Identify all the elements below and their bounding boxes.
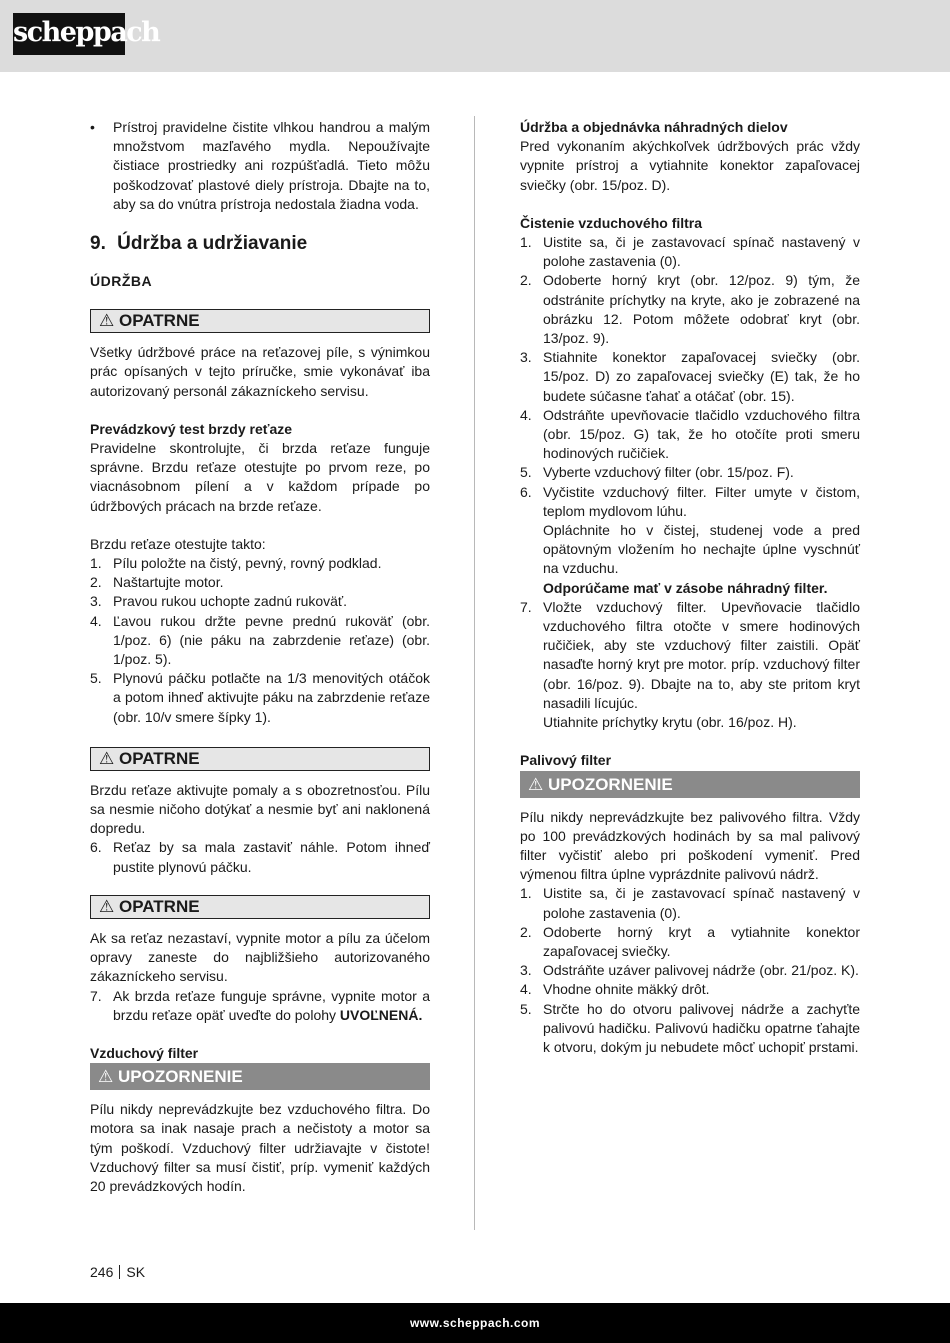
list-number: 5. (520, 1000, 532, 1017)
column-divider (474, 116, 475, 1230)
warning-triangle-icon: ⚠ (98, 1067, 114, 1087)
cleaning-steps-list (520, 233, 860, 732)
list-number: 5. (90, 670, 102, 687)
list-number: 2. (520, 272, 532, 289)
list-text-part: Vyčistite vzduchový filter. Filter umyte v čistom, teplom mydlovom lúhu. (543, 483, 860, 519)
fuel-steps-list (520, 884, 860, 1057)
list-number: 1. (90, 555, 102, 572)
list-text (543, 483, 860, 598)
list-number: 3. (90, 593, 102, 610)
intro-bullet-text: Prístroj pravidelne čistite vlhkou handrou a malým množstvom mazľavého mydla. Nepoužívajte čistiace prostriedky ani rozpúšťadlá. Tieto môžu poškodzovať plastové diely prístroja. Dbajte na to, aby sa do vnútra prístroja nedostala žiadna voda. (113, 119, 430, 212)
list-number: 2. (520, 923, 532, 940)
caution-box (90, 747, 430, 771)
caution-label: OPATRNE (118, 748, 200, 768)
fuel-filter-paragraph: Pílu nikdy neprevádzkujte bez palivového filtra. Vždy po 100 prevádzkových hodinách by sa mal palivový filter vyčistiť alebo pri poškodení vymeniť. Pred výmenou filtra úplne vyprázdnite palivovú nádrž. (520, 808, 860, 883)
page-number-separator (119, 1265, 120, 1279)
caution-box (90, 895, 430, 919)
list-text (543, 598, 860, 732)
list-number: 3. (520, 962, 532, 979)
list-item (520, 598, 860, 732)
list-number: 5. (520, 464, 532, 481)
list-number: 4. (90, 612, 102, 629)
list-text: Reťaz by sa mala zastaviť náhle. Potom ihneď pustite plynovú páčku. (113, 839, 430, 875)
list-number: 7. (520, 598, 532, 615)
list-text: Pravou rukou uchopte zadnú rukoväť. (113, 593, 348, 610)
notice-box (520, 771, 860, 798)
list-item (520, 961, 860, 980)
warning-triangle-icon: ⚠ (528, 774, 544, 794)
caution-box (90, 309, 430, 333)
bullet-marker: • (90, 119, 95, 135)
chain-not-stopping-paragraph: Ak sa reťaz nezastaví, vypnite motor a pílu za účelom opravy zaneste do najbližšieho autorizovaného zákazníckeho servisu. (90, 929, 430, 985)
list-text: Odstráňte upevňovacie tlačidlo vzduchového filtra (obr. 15/poz. G) tak, že ho otočíte proti smeru hodinových ručičiek. (543, 406, 860, 462)
list-text: Odoberte horný kryt (obr. 12/poz. 9) tým, že odstránite príchytky na kryte, ako je zobrazené na obrázku 12. Potom môžete odobrať kryt (obr. 13/poz. 9). (543, 272, 860, 347)
caution-label: OPATRNE (118, 896, 200, 916)
list-item (520, 348, 860, 406)
list-text: Uistite sa, či je zastavovací spínač nastavený v polohe zastavenia (0). (543, 234, 860, 270)
list-number: 7. (90, 987, 102, 1004)
list-text: Odoberte horný kryt a vytiahnite konektor zapaľovacej sviečky. (543, 923, 860, 959)
footer-band (0, 1303, 950, 1343)
notice-label: UPOZORNENIE (117, 1067, 243, 1087)
list-text: Plynovú páčku potlačte na 1/3 menovitých otáčok a potom ihneď aktivujte páku na zabrzdenie reťaze (obr. 10/v smere šípky 1). (113, 670, 430, 725)
intro-bullet (90, 118, 430, 214)
release-position-label: UVOĽNENÁ. (339, 1006, 423, 1023)
list-text-part: Vložte vzduchový filter. Upevňovacie tlačidlo vzduchového filtra otočte v smere hodinových ručičiek, aby ste vzduchový filter zaistili. Opäť nasaďte horný kryt pre motor. príp. vzduchový filter (obr. 16/poz. 9). Dbajte na to, aby ste pritom kryt nasadili lícujúc. (543, 598, 860, 711)
list-number: 3. (520, 349, 532, 366)
left-column (90, 118, 430, 1196)
list-item (90, 838, 430, 876)
list-number: 1. (520, 234, 532, 251)
website-link[interactable]: www.scheppach.com (409, 1316, 541, 1330)
page-number-value: 246 (90, 1264, 114, 1280)
list-item (520, 483, 860, 598)
spare-parts-heading: Údržba a objednávka náhradných dielov (520, 119, 788, 135)
list-item (90, 554, 430, 573)
list-text: Uistite sa, či je zastavovací spínač nastavený v polohe zastavenia (0). (543, 885, 860, 921)
section-heading-text: Údržba a udržiavanie (117, 233, 308, 255)
list-number: 6. (520, 483, 532, 500)
list-text: Vyberte vzduchový filter (obr. 15/poz. F). (543, 464, 794, 481)
list-item (90, 612, 430, 670)
warning-triangle-icon: ⚠ (99, 311, 115, 331)
list-text: Strčte ho do otvoru palivovej nádrže a zachyťte palivovú hadičku. Palivovú hadičku opatrne ťahajte k otvoru, dokým ju nebudete môcť uchopiť prstami. (543, 1000, 860, 1055)
list-text-part: Utiahnite príchytky krytu (obr. 16/poz. H). (543, 714, 797, 731)
warning-triangle-icon: ⚠ (99, 748, 115, 768)
air-filter-paragraph: Pílu nikdy neprevádzkujte bez vzduchového filtra. Do motora sa inak nasaje prach a nečistoty a motor sa tým poškodí. Vzduchový filter udržiavajte v čistote! Vzduchový filter sa musí čistiť, príp. vymeniť každých 20 prevádzkových hodín. (90, 1101, 430, 1194)
list-item (90, 669, 430, 727)
right-column (520, 118, 860, 1057)
list-text-part: Opláchnite ho v čistej, studenej vode a pred opätovným vložením ho nechajte úplne vyschnúť na vzduchu. (543, 522, 860, 577)
list-text: Ľavou rukou držte pevne prednú rukoväť (obr. 1/poz. 6) (nie páku na zabrzdenie reťaze) (obr. 1/poz. 5). (113, 612, 430, 668)
notice-box (90, 1063, 430, 1090)
page-number (90, 1264, 145, 1280)
list-number: 2. (90, 574, 102, 591)
list-item (90, 987, 430, 1025)
list-item (520, 884, 860, 922)
list-item (90, 573, 430, 592)
fuel-filter-heading: Palivový filter (520, 752, 612, 769)
list-item (90, 592, 430, 611)
air-filter-cleaning-heading: Čistenie vzduchového filtra (520, 214, 703, 231)
brake-test-heading: Prevádzkový test brzdy reťaze (90, 420, 293, 437)
caution-label: OPATRNE (118, 311, 200, 331)
brake-test-intro: Brzdu reťaze otestujte takto: (90, 535, 266, 552)
list-text: Pílu položte na čistý, pevný, rovný podklad. (113, 555, 382, 572)
list-number: 6. (90, 839, 102, 856)
list-item (520, 923, 860, 961)
warning-triangle-icon: ⚠ (99, 896, 115, 916)
brake-activation-paragraph: Brzdu reťaze aktivujte pomaly a s obozretnosťou. Pílu sa nesmie ničoho dotýkať a nesmie byť ani naklonená dopredu. (90, 781, 430, 837)
list-text: Stiahnite konektor zapaľovacej sviečky (obr. 15/poz. D) zo zapaľovacej sviečky (E) tak, že ho budete súčasne ťahať a otáčať (obr. 15). (543, 349, 860, 404)
notice-label: UPOZORNENIE (547, 774, 673, 794)
list-number: 4. (520, 981, 532, 998)
section-heading-number: 9. (90, 233, 106, 255)
list-item (520, 1000, 860, 1058)
list-text-part: Ak brzda reťaze funguje správne, vypnite motor a brzdu reťaze opäť uveďte do polohy (113, 987, 430, 1023)
list-text: Odstráňte uzáver palivovej nádrže (obr. 21/poz. K). (543, 962, 859, 979)
spare-parts-paragraph: Pred vykonaním akýchkoľvek údržbových prác vždy vypnite prístroj a vytiahnite konektor zapaľovacej sviečky (obr. 15/poz. D). (520, 138, 860, 193)
list-item (520, 271, 860, 348)
brake-steps-list (90, 554, 430, 727)
subsection-caps: ÚDRŽBA (90, 273, 153, 290)
air-filter-heading: Vzduchový filter (90, 1044, 199, 1061)
list-item (520, 980, 860, 999)
list-item (520, 233, 860, 271)
list-text: Vhodne ohnite mäkký drôt. (543, 981, 710, 998)
brake-test-paragraph: Pravidelne skontrolujte, či brzda reťaze funguje správne. Brzdu reťaze otestujte po prvom reze, po viacnásobnom pílení a v každom prípade po údržbových prácach na brzde reťaze. (90, 440, 430, 514)
list-item (520, 463, 860, 482)
section-heading (90, 232, 430, 256)
list-text (113, 987, 430, 1025)
list-item (520, 406, 860, 464)
list-number: 1. (520, 885, 532, 902)
list-number: 4. (520, 406, 532, 423)
language-code: SK (126, 1264, 146, 1280)
scheppach-logo: scheppach (13, 13, 125, 55)
maintenance-paragraph: Všetky údržbové práce na reťazovej píle, s výnimkou prác opísaných v tejto príručke, smie vykonávať iba autorizovaný personál zákazníckeho servisu. (90, 344, 430, 399)
list-text: Naštartujte motor. (113, 574, 224, 591)
recommendation-note: Odporúčame mať v zásobe náhradný filter. (543, 579, 828, 596)
